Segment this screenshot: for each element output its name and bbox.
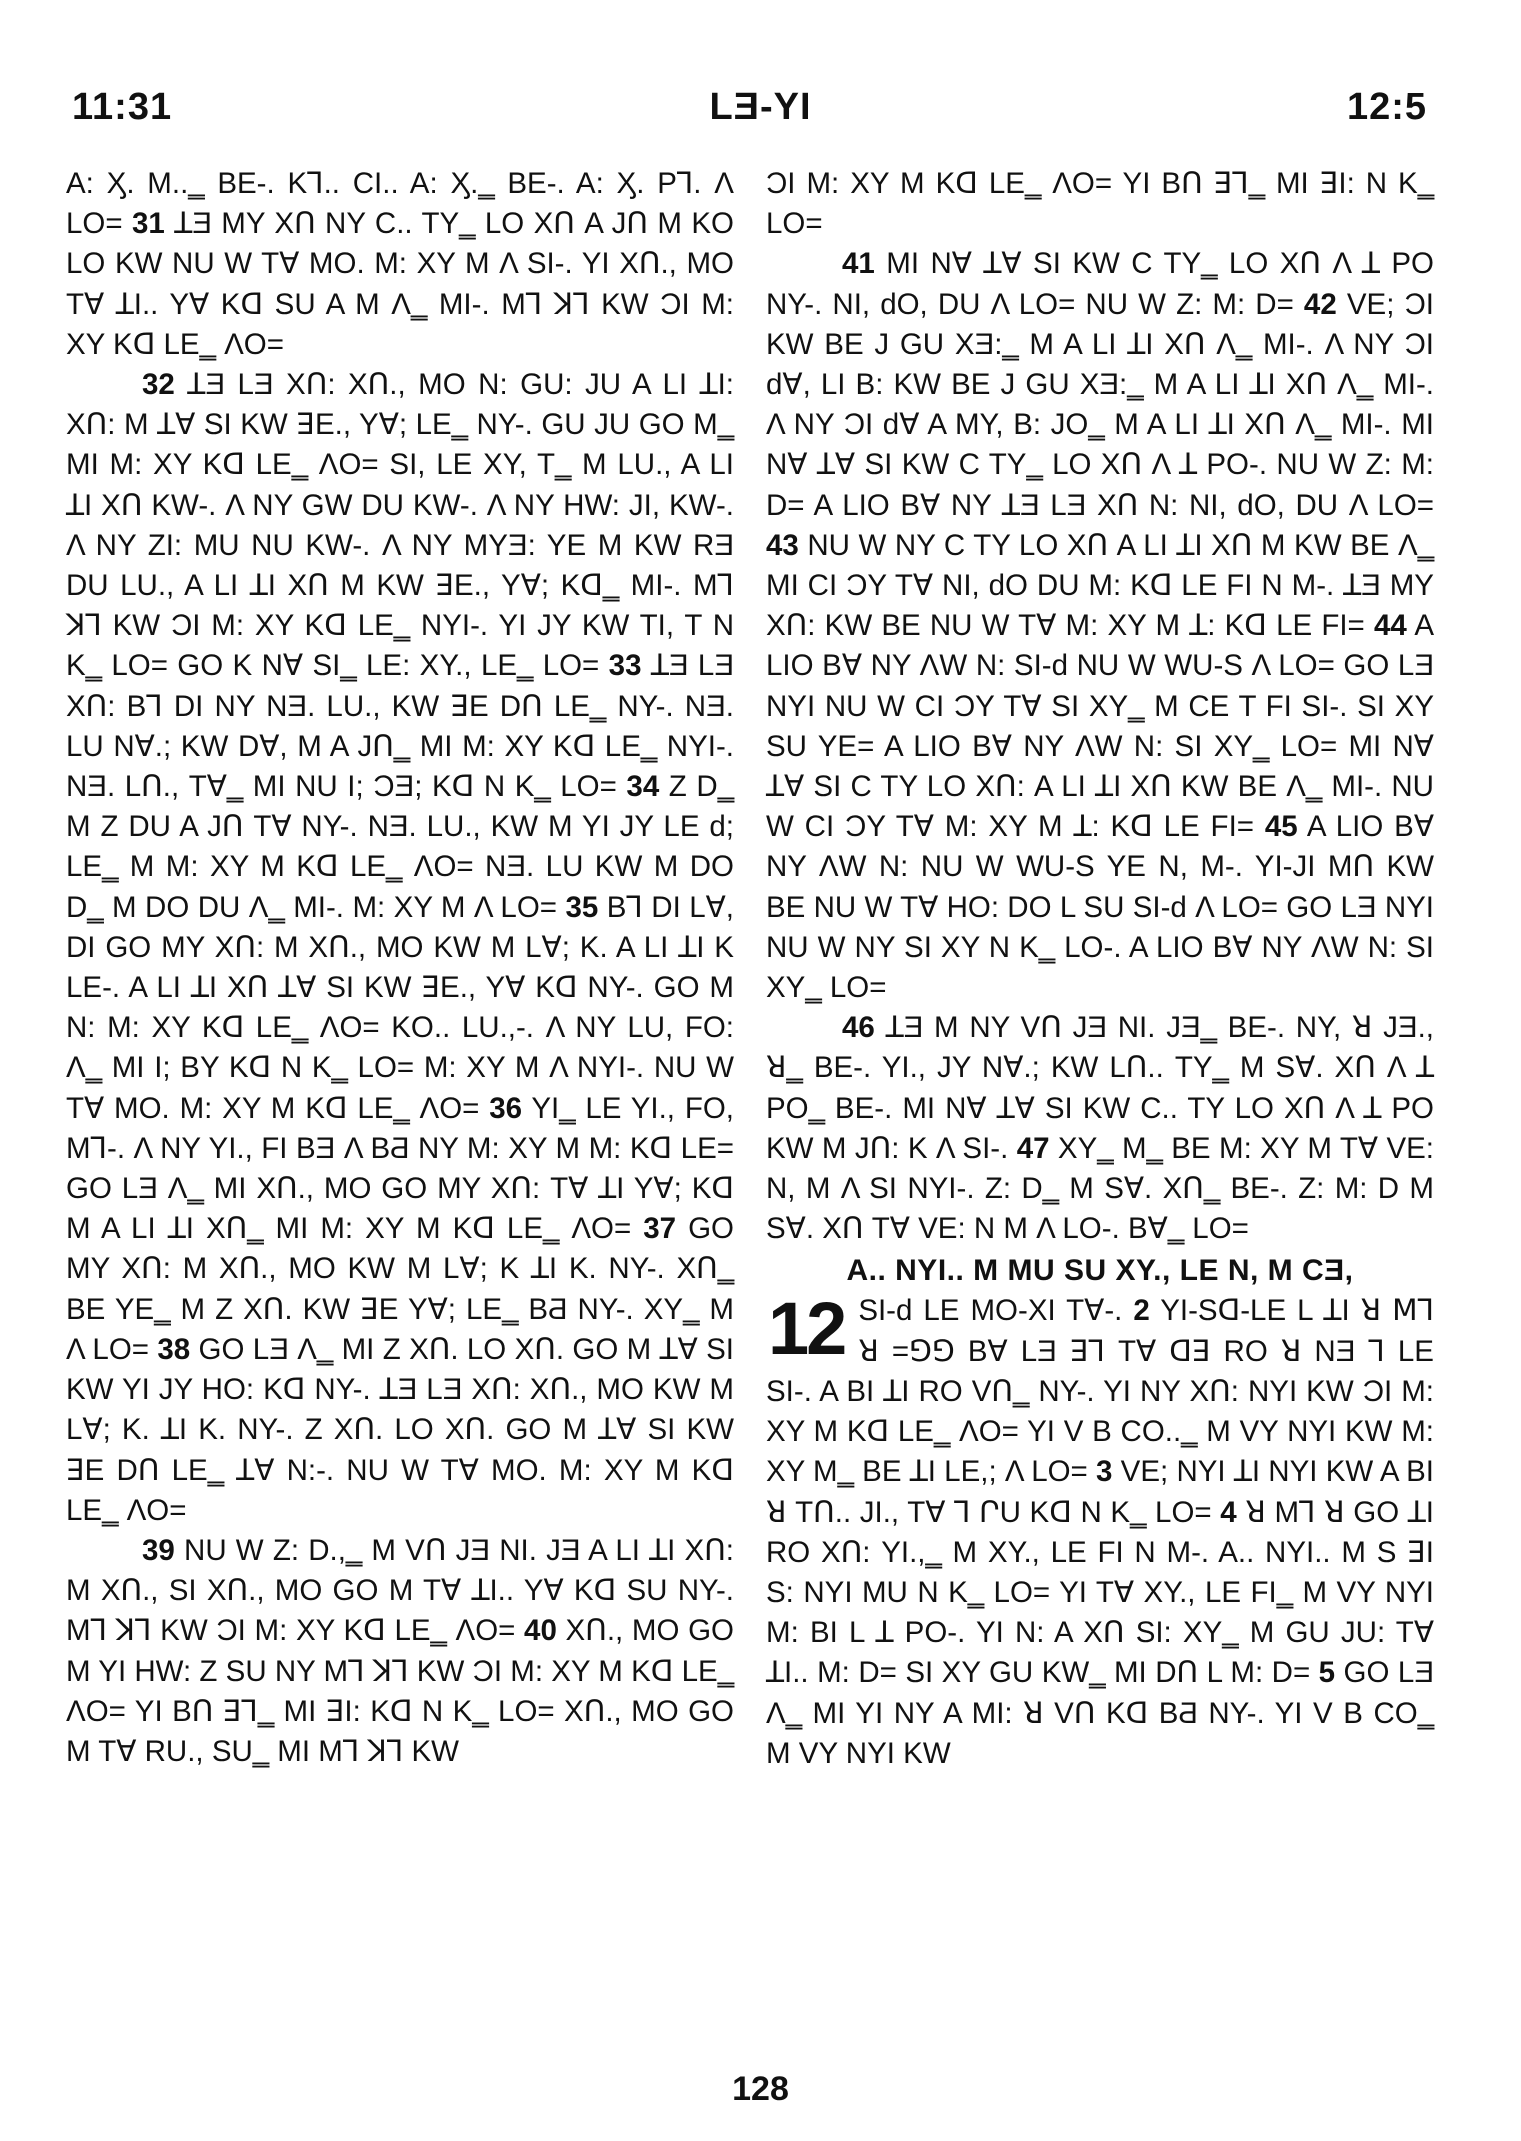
verse-number: 40 (524, 1614, 557, 1648)
verse-text: A LIO BⱯ NY ΛW N: NU W WU-S YE N, M-. YI-JI MՈ KW BE NU W TⱯ HO: DO L SU SI-ԁ Λ LO= GO LƎ NYI NU W NY SI XY N K‗ LO-. A LIO BⱯ NY ΛW N: SI XY‗ LO= (766, 810, 1434, 1005)
verse-text: SI-ԁ LE MO-XI TⱯ-. (858, 1294, 1134, 1328)
chapter-number: 12 (768, 1287, 845, 1371)
paragraph (66, 1531, 734, 1772)
left-text-column (66, 164, 734, 1772)
verse-number: 33 (608, 649, 642, 683)
verse-number: 36 (489, 1091, 523, 1125)
verse-number: 44 (1373, 609, 1407, 643)
verse-number: 2 (1133, 1294, 1150, 1328)
verse-text: ꓕƎ M NY VՈ JƎ NI. JƎ‗ BE-. NY, ꓤ JƎ., ꓤ‗ BE-. YI., JY NⱯ.; KW LՈ.. TY‗ M SⱯ. XՈ Λ ꓕ PO‗ BE-. MI NⱯ ꓕⱯ SI KW C.. TY LO XՈ Λ ꓕ PO KW M JՈ: K Λ SI-. (766, 1011, 1434, 1165)
header-chapter-verse-end: 12:5 (1346, 86, 1427, 128)
verse-text: ꓕƎ LƎ XՈ: XՈ., MO N: GU: JU A LI ꓕI: XՈ: M ꓕⱯ SI KW ꓱE., YⱯ; LE‗ NY-. GU JU GO M‗ MI M: XY Kꓷ LE‗ ΛO= SI, LE XY, T‗ M LU., A LI ꓕI XՈ KW-. Λ NY GW DU KW-. Λ NY HW: JI, KW-. Λ NY ZI: MU NU KW-. Λ NY MYƎ: YE M KW RƎ DU LU., A LI ꓕI XՈ M KW ꓱE., YⱯ; Kꓷ‗ MI-. Mꓶ ꓘꓶ KW ƆI M: XY Kꓷ LE‗ NYI-. YI JY KW TI, T N K‗ LO= GO K NⱯ SI‗ LE: XY., LE‗ LO= (66, 368, 734, 683)
chapter-text (766, 1287, 1435, 1770)
verse-number: 45 (1264, 810, 1298, 844)
verse-text: YI-Sꓷ-LE L ꓕI ꓤ ꓟꓶ ꓤ =ꓨꓨ BⱯ LƎ ꓱꓶ TⱯ ꓷꓱ RO ꓤ NƎ ꓶ LE SI-. A BI ꓕI RO VՈ‗ NY-. YI NY XՈ: NYI KW ƆI M: XY M Kꓷ LE‗ ΛO= YI V B CO..‗ M VY NYI KW M: XY M‗ BE ꓕI LE,; Λ LO= (766, 1294, 1434, 1489)
verse-number: 37 (643, 1212, 677, 1246)
chapter-paragraph (766, 1287, 1435, 1773)
header-chapter-verse-start: 11:31 (72, 86, 173, 128)
verse-text: Bꓶ DI LⱯ, DI GO MY XՈ: M XՈ., MO KW M LⱯ; K. A LI ꓕI K LE-. A LI ꓕI XՈ ꓕⱯ SI KW ꓱE., YⱯ Kꓷ NY-. GO M N: M: XY Kꓷ LE‗ ΛO= KO.. LU.,-. Λ NY LU, FO: Λ‗ MI I; BY Kꓷ N K‗ LO= M: XY M Λ NYI-. NU W TⱯ MO. M: XY M Kꓷ LE‗ ΛO= (66, 890, 735, 1125)
verse-number: 32 (142, 368, 175, 402)
verse-text: YI‗ LE YI., FO, Mꓶ-. Λ NY YI., FI BƎ Λ BƋ NY M: XY M M: Kꓷ LE= GO LƎ Λ‗ MI XՈ., MO GO MY XՈ: TⱯ ꓕI YⱯ; Kꓷ M A LI ꓕI XՈ‗ MI M: XY M Kꓷ LE‗ ΛO= (66, 1091, 734, 1246)
verse-text: MI NⱯ ꓕⱯ SI KW C TY‗ LO XՈ Λ ꓕ PO NY-. NI, ԁO, DU Λ LO= NU W Z: M: D= (766, 247, 1434, 321)
verse-text: GO MY XՈ: M XՈ., MO KW M LⱯ; K ꓕI K. NY-. XՈ‗ BE YE‗ M Z XՈ. KW ꓱE YⱯ; LE‗ BƋ NY-. XY‗ M Λ LO= (66, 1212, 735, 1366)
verse-number: 41 (842, 247, 875, 281)
verse-number: 4 (1220, 1495, 1237, 1529)
verse-number: 3 (1096, 1455, 1113, 1489)
verse-text: ꓕƎ MY XՈ NY C.. TY‗ LO XՈ A JՈ M KO LO KW NU W TⱯ MO. M: XY M Λ SI-. YI XՈ., MO TⱯ ꓕI.. YⱯ Kꓷ SU A M Λ‗ MI-. Mꓶ ꓘꓶ KW ƆI M: XY Kꓷ LE‗ ΛO= (66, 207, 735, 361)
verse-number: 47 (1016, 1131, 1050, 1165)
paragraph (766, 164, 1434, 244)
verse-number: 43 (766, 528, 799, 562)
verse-text: A: Ӽ. M..‗ BE-. Kꓶ.. CI.. A: Ӽ.‗ BE-. A: Ӽ. Pꓶ. Λ LO= (66, 167, 734, 241)
verse-number: 39 (142, 1533, 175, 1567)
verse-number: 5 (1318, 1656, 1336, 1690)
paragraph (66, 365, 734, 1531)
verse-number: 35 (565, 890, 599, 924)
verse-text: GO LƎ Λ‗ MI Z XՈ. LO XՈ. GO M ꓕⱯ SI KW YI JY HO: Kꓷ NY-. ꓕƎ LƎ XՈ: XՈ., MO KW M LⱯ; K. ꓕI K. NY-. Z XՈ. LO XՈ. GO M ꓕⱯ SI KW ꓱE DՈ LE‗ ꓕⱯ N:-. NU W TⱯ MO. M: XY M Kꓷ LE‗ ΛO= (66, 1332, 734, 1527)
verse-number: 46 (842, 1011, 875, 1045)
verse-text: VE; NYI ꓕI NYI KW A BI ꓤ TՈ.. JI., TⱯ ꓶ ՐU Kꓷ N K‗ LO= (766, 1455, 1434, 1529)
verse-number: 42 (1303, 287, 1337, 321)
verse-text: ꓤ Mꓶ ꓤ GO ꓕI RO XՈ: YI.,‗ M XY., LE FI N M-. A.. NYI.. M S ꓱI S: NYI MU N K‗ LO= YI TⱯ XY., LE FI‗ M VY NYI M: BI L ꓕ PO-. YI N: A XՈ SI: XY‗ M GU JU: TⱯ ꓕI.. M: D= SI XY GU KW‗ MI DՈ L M: D= (766, 1495, 1434, 1690)
verse-text: GO LƎ Λ‗ MI YI NY A MI: ꓤ VՈ Kꓷ BƋ NY-. YI V B CO‗ M VY NYI KW (766, 1656, 1435, 1770)
verse-text: XՈ., MO GO M YI HW: Z SU NY Mꓶ ꓘꓶ KW ƆI M: XY M Kꓷ LE‗ ΛO= YI BՈ ꓱꓶ‗ MI ꓱI: Kꓷ N K‗ LO= XՈ., MO GO M TⱯ RU., SU‗ MI Mꓶ ꓘꓶ KW (66, 1614, 734, 1768)
verse-number: 34 (626, 770, 660, 804)
verse-text: XY‗ M‗ BE M: XY M TⱯ VE: N, M Λ SI NYI-. Z: D‗ M SⱯ. XՈ‗ BE-. Z: M: D M SⱯ. XՈ TⱯ VE: N M Λ LO-. BⱯ‗ LO= (766, 1131, 1434, 1246)
header-book-title: LƎ-YI (709, 86, 812, 128)
verse-text: NU W NY C TY LO XՈ A LI ꓕI XՈ M KW BE Λ‗ MI CI ƆY TⱯ NI, ԁO DU M: Kꓷ LE FI N M-. ꓕƎ MY XՈ: KW BE NU W TⱯ M: XY M ꓕ: Kꓷ LE FI= (766, 528, 1434, 643)
verse-number: 38 (157, 1332, 191, 1366)
verse-text: Z D‗ M Z DU A JՈ TⱯ NY-. NƎ. LU., KW M YI JY LE ԁ; LE‗ M M: XY M Kꓷ LE‗ ΛO= NƎ. LU KW M DO D‗ M DO DU Λ‗ MI-. M: XY M Λ LO= (66, 770, 734, 924)
left-paragraphs (66, 164, 734, 1772)
right-paragraphs (766, 164, 1434, 1249)
section-heading: A.. NYI.. M MU SU XY., LE N, M CƎ, (846, 1254, 1354, 1288)
verse-text: A LIO BⱯ NY ΛW N: SI-ԁ NU W WU-S Λ LO= GO LƎ NYI NU W CI ƆY TⱯ SI XY‗ M CE T FI SI-. SI XY SU YE= A LIO BⱯ NY ΛW N: SI XY‗ LO= MI NⱯ ꓕⱯ SI C TY LO XՈ: A LI ꓕI XՈ KW BE Λ‗ MI-. NU W CI ƆY TⱯ M: XY M ꓕ: Kꓷ LE FI= (766, 609, 1435, 844)
paragraph (766, 244, 1434, 1008)
paragraph (766, 1008, 1434, 1249)
verse-text: NU W Z: D.,‗ M VՈ JƎ NI. JƎ A LI ꓕI XՈ: M XՈ., SI XՈ., MO GO M TⱯ ꓕI.. YⱯ Kꓷ SU NY-. Mꓶ ꓘꓶ KW ƆI M: XY Kꓷ LE‗ ΛO= (66, 1533, 734, 1648)
verse-text: ƆI M: XY M Kꓷ LE‗ ΛO= YI BՈ ꓱꓶ‗ MI ꓱI: N K‗ LO= (766, 167, 1434, 241)
verse-text: ꓕƎ LƎ XՈ: Bꓶ DI NY NƎ. LU., KW ꓱE DՈ LE‗ NY-. NƎ. LU NⱯ.; KW DⱯ, M A JՈ‗ MI M: XY Kꓷ LE‗ NYI-. NƎ. LՈ., TⱯ‗ MI NU I; ƆƎ; Kꓷ N K‗ LO= (66, 649, 735, 804)
right-text-column (766, 164, 1434, 1774)
verse-text: VE; ƆI KW BE J GU XƎ:‗ M A LI ꓕI XՈ Λ‗ MI-. Λ NY ƆI ԁⱯ, LI B: KW BE J GU XƎ:‗ M A LI ꓕI XՈ Λ‗ MI-. Λ NY ƆI ԁⱯ A MY, B: JO‗ M A LI ꓕI XՈ Λ‗ MI-. MI NⱯ ꓕⱯ SI KW C TY‗ LO XՈ Λ ꓕ PO-. NU W Z: M: D= A LIO BⱯ NY ꓕƎ LƎ XՈ N: NI, ԁO, DU Λ LO= (766, 287, 1434, 522)
paragraph (66, 164, 734, 365)
page-number: 128 (732, 2070, 789, 2108)
verse-number: 31 (131, 207, 165, 241)
